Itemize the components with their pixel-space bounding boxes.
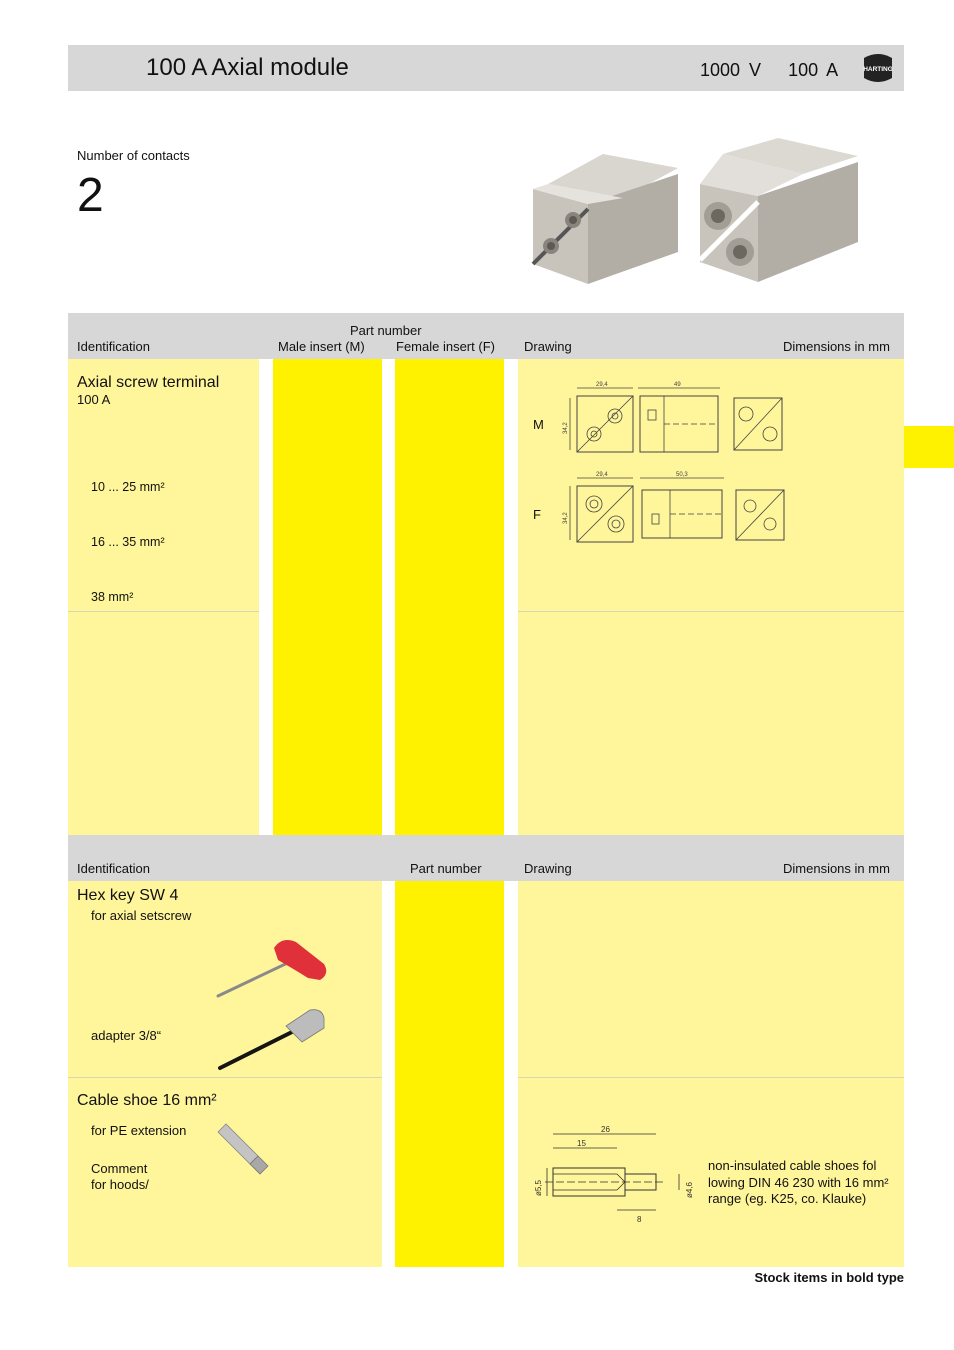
- contacts-label: Number of contacts: [77, 148, 190, 163]
- table2-header: [68, 835, 904, 881]
- dim-height: 34,2: [563, 422, 569, 434]
- col-part-number: Part number: [410, 861, 482, 876]
- t1-female-col: [395, 359, 504, 835]
- contacts-value: 2: [77, 169, 104, 222]
- wire-range-row: 16 ... 35 mm²: [91, 535, 165, 549]
- col-drawing: Drawing: [524, 339, 572, 354]
- cable-shoe-note-line: lowing DIN 46 230 with 16 mm²: [708, 1175, 889, 1190]
- axial-screw-terminal-rating: 100 A: [77, 392, 111, 407]
- logo-text: HARTING: [863, 66, 893, 73]
- adapter-label: adapter 3/8“: [91, 1028, 162, 1043]
- dim-d46: ø4,6: [685, 1181, 694, 1198]
- t2-part-col: [395, 881, 504, 1267]
- product-photo: [528, 134, 862, 286]
- dim-8: 8: [637, 1215, 642, 1224]
- part-number-label: Part number: [350, 323, 422, 338]
- col-drawing: Drawing: [524, 861, 572, 876]
- page-title: 100 A Axial module: [146, 54, 349, 81]
- col-male-insert: Male insert (M): [278, 339, 365, 354]
- section-tab: [904, 426, 954, 468]
- divider: [518, 611, 904, 612]
- dim-width: 29,4: [596, 472, 608, 478]
- cable-shoe-image: [212, 1120, 272, 1176]
- female-insert-drawing: [560, 470, 790, 550]
- cable-shoe-note-line: non-insulated cable shoes fol: [708, 1158, 877, 1173]
- drawing-label-m: M: [533, 417, 544, 432]
- cable-shoe-drawing: [525, 1122, 700, 1227]
- male-insert-image: [533, 154, 678, 284]
- adapter-image: [212, 1004, 332, 1074]
- male-insert-drawing: [560, 378, 790, 458]
- axial-screw-terminal-title: Axial screw terminal: [77, 374, 220, 391]
- dim-26: 26: [601, 1125, 610, 1134]
- dim-15: 15: [577, 1139, 586, 1148]
- wire-range-row: 10 ... 25 mm²: [91, 480, 165, 494]
- current-rating: 100 A: [788, 60, 839, 80]
- dim-height: 34,2: [563, 512, 569, 524]
- hex-key-image: [212, 934, 332, 1002]
- dim-width: 29,4: [596, 382, 608, 388]
- cable-shoe-subtitle: for PE extension: [91, 1123, 187, 1138]
- drawing-label-f: F: [533, 507, 541, 522]
- voltage-rating: 1000 V: [700, 60, 762, 80]
- footer-note: Stock items in bold type: [754, 1270, 904, 1285]
- rating: [700, 60, 838, 81]
- col-dimensions: Dimensions in mm: [783, 339, 890, 354]
- dim-d55: ø5,5: [534, 1179, 543, 1196]
- t1-male-col: [273, 359, 382, 835]
- col-female-insert: Female insert (F): [396, 339, 495, 354]
- dim-length: 50,3: [676, 472, 688, 478]
- col-identification: Identification: [77, 861, 150, 876]
- col-identification: Identification: [77, 339, 150, 354]
- col-dimensions: Dimensions in mm: [783, 861, 890, 876]
- hex-key-title: Hex key SW 4: [77, 887, 179, 904]
- cable-shoe-title: Cable shoe 16 mm²: [77, 1092, 217, 1109]
- comment-hoods: for hoods/: [91, 1177, 149, 1192]
- cable-shoe-note-line: range (eg. K25, co. Klauke): [708, 1191, 867, 1206]
- harting-logo-icon: [858, 50, 898, 86]
- dim-length: 49: [674, 382, 681, 388]
- divider: [68, 1077, 382, 1078]
- female-insert-image: [700, 138, 858, 282]
- divider: [68, 611, 259, 612]
- hex-key-subtitle: for axial setscrew: [91, 908, 192, 923]
- wire-range-row: 38 mm²: [91, 590, 134, 604]
- comment-label: Comment: [91, 1161, 148, 1176]
- divider: [518, 1077, 904, 1078]
